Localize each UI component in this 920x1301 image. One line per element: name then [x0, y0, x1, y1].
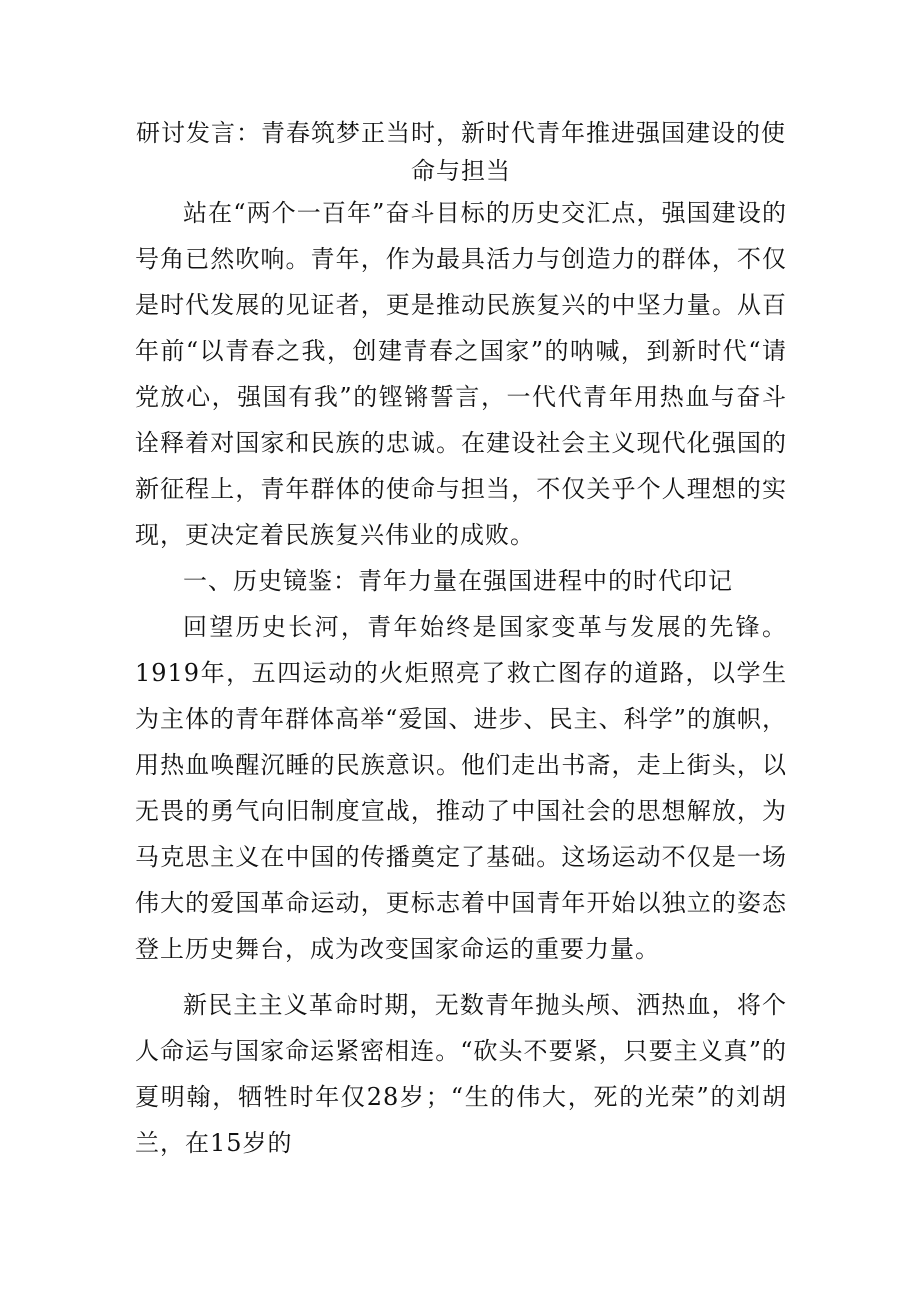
document-title: 研讨发言：青春筑梦正当时，新时代青年推进强国建设的使命与担当 [136, 119, 786, 185]
section-heading: 一、历史镜鉴：青年力量在强国进程中的时代印记 [183, 567, 733, 595]
paragraph-history: 回望历史长河，青年始终是国家变革与发展的先锋。1919年，五四运动的火炬照亮了救亡图存的道路，以学生为主体的青年群体高举“爱国、进步、民主、科学”的旗帜，用热血唤醒沉睡的民族意识。他们走出书斋，走上街头，以无畏的勇气向旧制度宣战，推动了中国社会的思想解放，为马克思主义在中国的传播奠定了基础。这场运动不仅是一场伟大的爱国革命运动，更标志着中国青年开始以独立的姿态登上历史舞台，成为改变国家命运的重要力量。 [135, 613, 787, 963]
document-body [135, 114, 787, 1166]
paragraph-revolution: 新民主主义革命时期，无数青年抛头颅、洒热血，将个人命运与国家命运紧密相连。“砍头不要紧，只要主义真”的夏明翰，牺牲时年仅28岁；“生的伟大，死的光荣”的刘胡兰，在15岁的 [135, 991, 787, 1157]
paragraph-intro: 站在“两个一百年”奋斗目标的历史交汇点，强国建设的号角已然吹响。青年，作为最具活力与创造力的群体，不仅是时代发展的见证者，更是推动民族复兴的中坚力量。从百年前“以青春之我，创建青春之国家”的呐喊，到新时代“请党放心，强国有我”的铿锵誓言，一代代青年用热血与奋斗诠释着对国家和民族的忠诚。在建设社会主义现代化强国的新征程上，青年群体的使命与担当，不仅关乎个人理想的实现，更决定着民族复兴伟业的成败。 [135, 199, 787, 549]
